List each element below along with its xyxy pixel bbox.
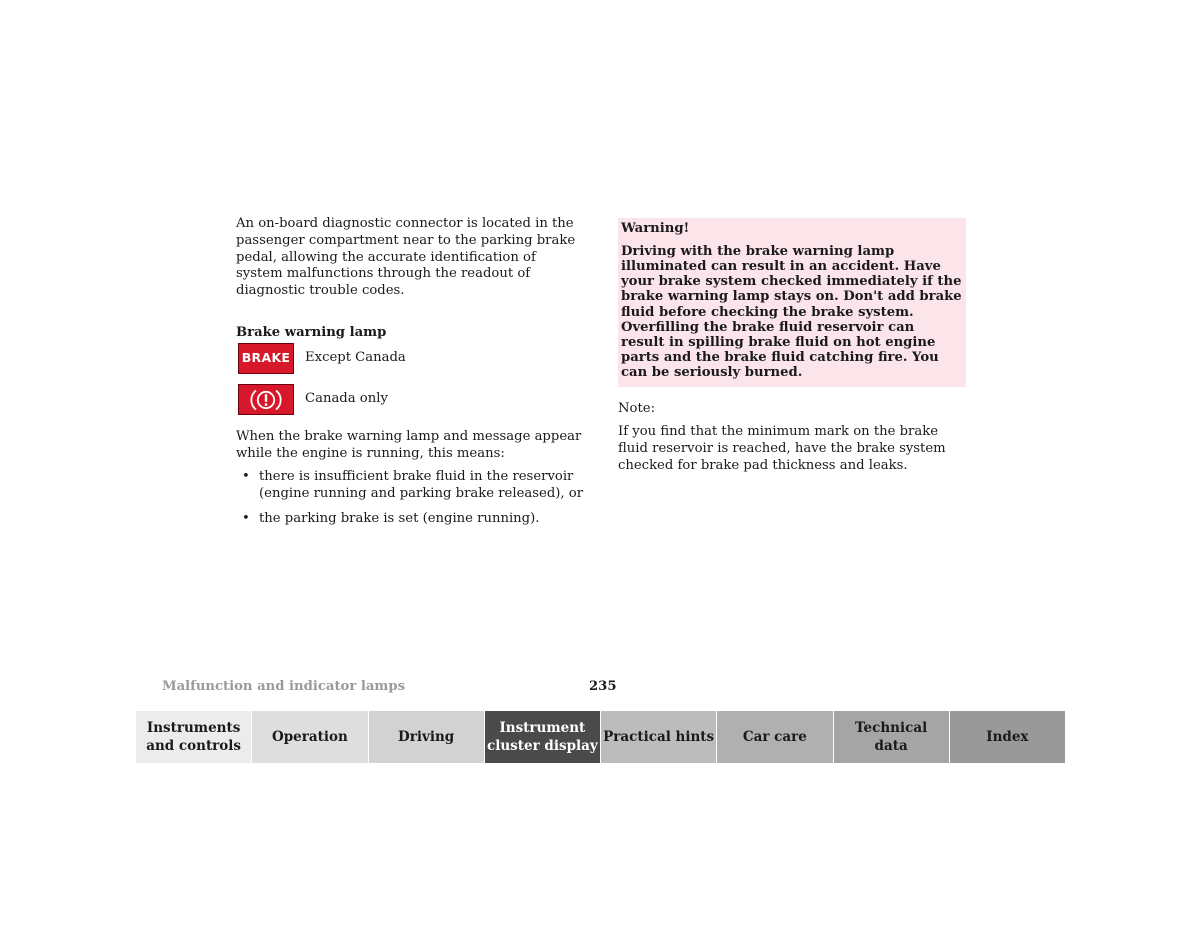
bullet-list bbox=[236, 469, 584, 527]
note-text: If you find that the minimum mark on the brake fluid reservoir is reached, have the brake system checked for brake pad thickness and leaks. bbox=[618, 424, 946, 474]
meaning-paragraph: When the brake warning lamp and message appear while the engine is running, this means: bbox=[236, 428, 582, 461]
lamp-label: Except Canada bbox=[305, 350, 406, 366]
lamp-row-canada-only bbox=[236, 383, 584, 417]
nav-tab-practical-hints[interactable]: Practical hints bbox=[601, 711, 717, 763]
nav-tab-technical-data[interactable]: Technical data bbox=[834, 711, 950, 763]
lamp-list bbox=[236, 342, 584, 417]
page-number: 235 bbox=[589, 679, 617, 694]
warning-body: Driving with the brake warning lamp illuminated can result in an accident. Have your brake system checked immediately if the brake warning lamp stays on. Don't add brake fluid before checking the brake system. Overfilling the brake fluid reservoir can result in spilling brake fluid on hot engine parts and the brake fluid catching fire. You can be seriously burned. bbox=[621, 243, 962, 381]
bullet-text: there is insufficient brake fluid in the reservoir (engine running and parking brake released), or bbox=[259, 469, 584, 502]
chapter-nav-bar bbox=[136, 711, 1065, 763]
section-title: Brake warning lamp bbox=[236, 324, 387, 340]
nav-tab-operation[interactable]: Operation bbox=[252, 711, 368, 763]
nav-tab-car-care[interactable]: Car care bbox=[717, 711, 833, 763]
brake-text-lamp-icon bbox=[238, 343, 294, 374]
left-column bbox=[236, 216, 584, 536]
brake-circle-exclamation-icon bbox=[238, 384, 294, 415]
bullet-icon: • bbox=[242, 510, 250, 526]
note-label: Note: bbox=[618, 400, 656, 416]
nav-tab-index[interactable]: Index bbox=[950, 711, 1065, 763]
list-item bbox=[236, 511, 584, 528]
list-item bbox=[236, 469, 584, 503]
bullet-text: the parking brake is set (engine running). bbox=[259, 510, 540, 526]
footer-section-title: Malfunction and indicator lamps bbox=[162, 679, 406, 694]
warning-title: Warning! bbox=[621, 221, 690, 236]
nav-tab-driving[interactable]: Driving bbox=[369, 711, 485, 763]
lamp-label: Canada only bbox=[305, 391, 388, 407]
brake-lamp-text: BRAKE bbox=[241, 350, 291, 366]
right-column bbox=[618, 218, 966, 475]
intro-paragraph: An on-board diagnostic connector is located in the passenger compartment near to the parking brake pedal, allowing the accurate identification of system malfunctions through the readout of diagnostic trouble codes. bbox=[236, 216, 576, 299]
nav-tab-instrument-cluster-display[interactable]: Instrument cluster display bbox=[485, 711, 601, 763]
bullet-icon: • bbox=[242, 469, 250, 485]
nav-tab-instruments-and-controls[interactable]: Instruments and controls bbox=[136, 711, 252, 763]
lamp-row-except-canada bbox=[236, 342, 584, 376]
warning-box bbox=[618, 218, 966, 387]
